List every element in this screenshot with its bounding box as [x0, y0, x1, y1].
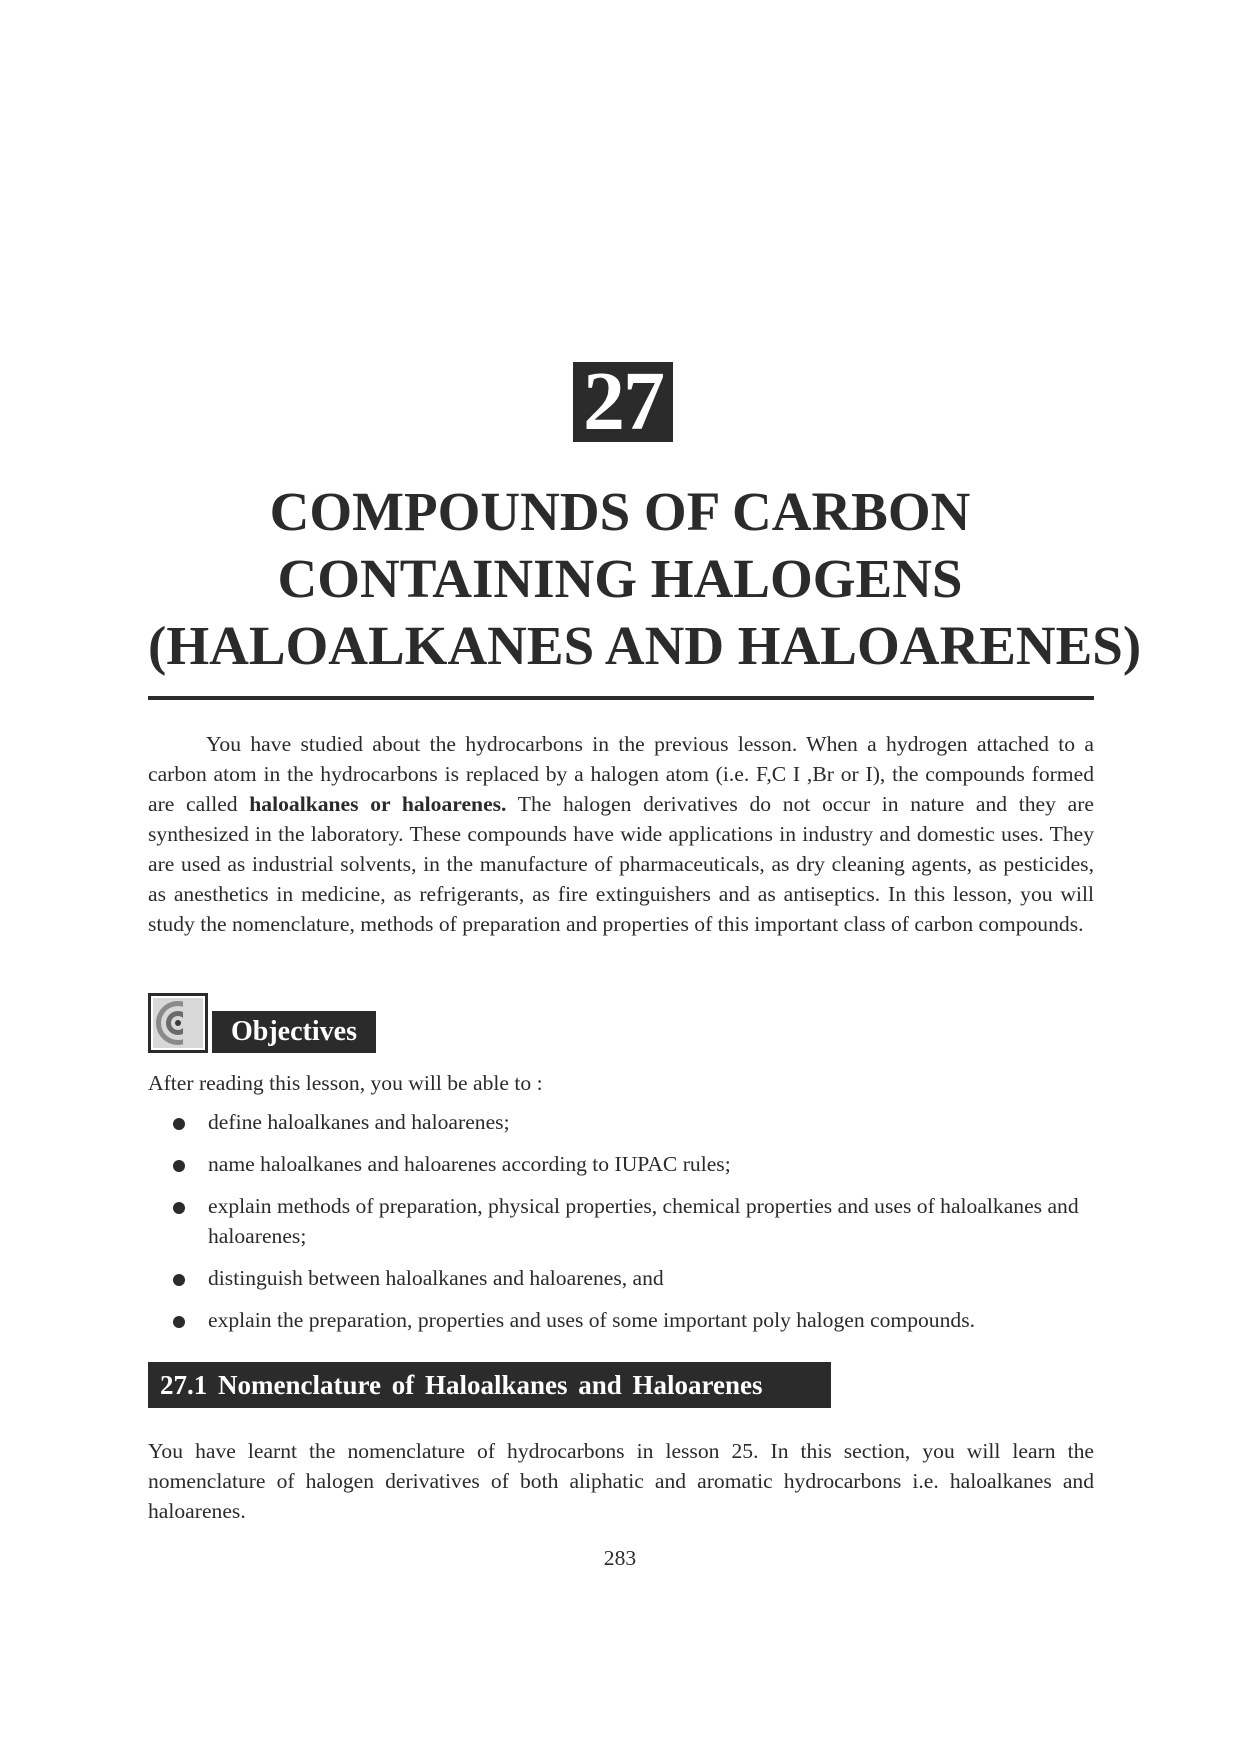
objectives-spiral-icon: [148, 993, 208, 1053]
objectives-list: [148, 1107, 1094, 1347]
list-item: [148, 1305, 1094, 1335]
list-item-text: explain methods of preparation, physical properties, chemical properties and uses of haloalkanes and haloarenes;: [208, 1194, 1079, 1248]
chapter-title: [148, 478, 1142, 679]
section-paragraph: You have learnt the nomenclature of hydrocarbons in lesson 25. In this section, you will learn the nomenclature of halogen derivatives of both aliphatic and aromatic hydrocarbons i.e. haloalkanes and haloarenes.: [148, 1439, 1094, 1523]
bullet-icon: [173, 1118, 185, 1130]
objectives-label: Objectives: [212, 1011, 376, 1053]
intro-paragraph: [148, 729, 1094, 939]
objectives-heading: [148, 993, 376, 1053]
section-heading: 27.1 Nomenclature of Haloalkanes and Haloarenes: [148, 1362, 831, 1408]
bullet-icon: [173, 1202, 185, 1214]
intro-bold-term: haloalkanes or haloarenes.: [249, 792, 507, 816]
chapter-title-line-2: CONTAINING HALOGENS: [277, 548, 963, 609]
list-item: [148, 1191, 1094, 1251]
list-item-text: explain the preparation, properties and uses of some important poly halogen compounds.: [208, 1308, 975, 1332]
intro-text-start: You have studied about the hydrocarbons in the previous lesson. When a hydrogen attached to a carbon atom in the hydrocarbons is replaced by a halogen atom (i.e. F,C I ,Br or I), the compounds formed are called: [148, 732, 1094, 816]
page-number: 283: [603, 1546, 637, 1570]
bullet-icon: [173, 1160, 185, 1172]
list-item-text: define haloalkanes and haloarenes;: [208, 1110, 510, 1134]
objectives-lead: After reading this lesson, you will be able to :: [148, 1071, 543, 1095]
list-item: [148, 1263, 1094, 1293]
chapter-title-line-1: COMPOUNDS OF CARBON: [269, 481, 971, 542]
bullet-icon: [173, 1316, 185, 1328]
list-item: [148, 1107, 1094, 1137]
intro-text-end: The halogen derivatives do not occur in nature and they are synthesized in the laboratory. These compounds have wide applications in industry and domestic uses. They are used as industrial solvents, in the manufacture of pharmaceuticals, as dry cleaning agents, as pesticides, as anesthetics in medicine, as refrigerants, as fire extinguishers and as antiseptics. In this lesson, you will study the nomenclature, methods of preparation and properties of this important class of carbon compounds.: [148, 792, 1094, 936]
list-item: [148, 1149, 1094, 1179]
chapter-title-line-3: (HALOALKANES AND HALOARENES): [148, 615, 1142, 676]
chapter-number: 27: [573, 362, 673, 442]
bullet-icon: [173, 1274, 185, 1286]
list-item-text: name haloalkanes and haloarenes according to IUPAC rules;: [208, 1152, 731, 1176]
title-divider: [148, 696, 1094, 700]
list-item-text: distinguish between haloalkanes and haloarenes, and: [208, 1266, 664, 1290]
